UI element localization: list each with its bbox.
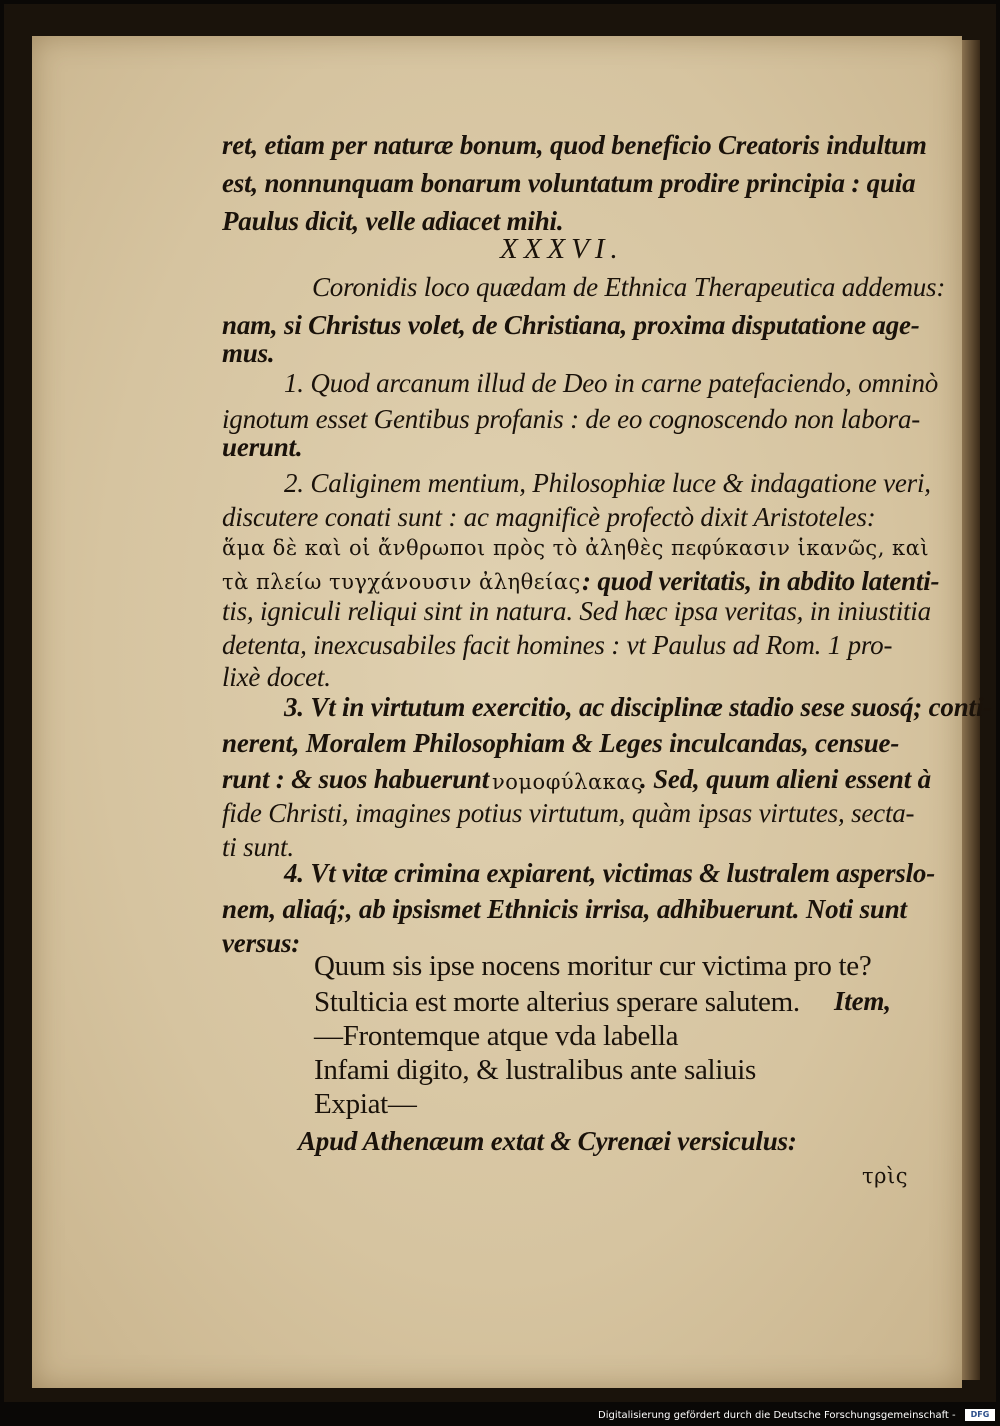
text-line: Coronidis loco quædam de Ethnica Therapeutica addemus: [312, 272, 946, 302]
text-line: fide Christi, imagines potius virtutum, quàm ipsas virtutes, secta- [222, 798, 915, 828]
verse-line: Stulticia est morte alterius sperare salutem. [314, 986, 800, 1018]
verse-line: Infami digito, & lustralibus ante saliuis [314, 1054, 756, 1086]
dfg-logo: DFG [965, 1409, 995, 1421]
greek-line: τὰ πλείω τυγχάνουσιν ἀληθείας [222, 570, 581, 594]
text-line: detenta, inexcusabiles facit homines : vt Paulus ad Rom. 1 pro- [222, 630, 893, 660]
text-line: nem, aliaq́;, ab ipsismet Ethnicis irrisa, adhibuerunt. Noti sunt [222, 894, 907, 924]
text-line: : quod veritatis, in abdito latenti- [582, 566, 940, 596]
text-line: lixè docet. [222, 662, 331, 692]
text-line: ignotum esset Gentibus profanis : de eo cognoscendo non labora- [222, 404, 921, 434]
digitization-credit: Digitalisierung gefördert durch die Deutsche Forschungsgemeinschaft - [598, 1410, 956, 1421]
text-line: nerent, Moralem Philosophiam & Leges inculcandas, censue- [222, 728, 900, 758]
text-line: ti sunt. [222, 832, 294, 862]
greek-word: νομοφύλακας [492, 770, 644, 794]
verse-line: Quum sis ipse nocens moritur cur victima pro te? [314, 950, 872, 982]
text-line: est, nonnunquam bonarum voluntatum prodire principia : quia [222, 168, 916, 198]
text-line: nam, si Christus volet, de Christiana, proxima disputatione age- [222, 310, 920, 340]
text-line: runt : & suos habuerunt [222, 764, 490, 794]
text-line: tis, igniculi reliqui sint in natura. Sed hæc ipsa veritas, in iniustitia [222, 596, 931, 626]
catchword: τρὶς [862, 1164, 908, 1188]
text-line: versus: [222, 928, 301, 958]
text-line: Apud Athenæum extat & Cyrenæi versiculus: [298, 1126, 797, 1156]
greek-line: ἅμα δὲ καὶ οἱ ἄνθρωποι πρὸς τὸ ἀληθὲς πεφύκασιν ἱκανῶς, καὶ [222, 536, 930, 560]
text-line: ret, etiam per naturæ bonum, quod beneficio Creatoris indultum [222, 130, 927, 160]
verse-line: Expiat— [314, 1088, 417, 1120]
text-line: uerunt. [222, 432, 303, 462]
text-line: 1. Quod arcanum illud de Deo in carne patefaciendo, omninò [284, 368, 939, 398]
section-heading: XXXVI. [500, 233, 624, 265]
text-line: 4. Vt vitæ crimina expiarent, victimas & lustralem asperslo- [284, 858, 936, 888]
text-line: 2. Caliginem mentium, Philosophiæ luce & indagatione veri, [284, 468, 931, 498]
text-line: discutere conati sunt : ac magnificè profectò dixit Aristoteles: [222, 502, 876, 532]
text-line: mus. [222, 338, 275, 368]
text-line: 3. Vt in virtutum exercitio, ac disciplinæ stadio sese suosq́; conti- [284, 692, 992, 722]
text-line: . Sed, quum alieni essent à [640, 764, 931, 794]
verse-item-word: Item, [834, 986, 891, 1016]
verse-line: —Frontemque atque vda labella [314, 1020, 679, 1052]
text-line: Paulus dicit, velle adiacet mihi. [222, 206, 564, 236]
